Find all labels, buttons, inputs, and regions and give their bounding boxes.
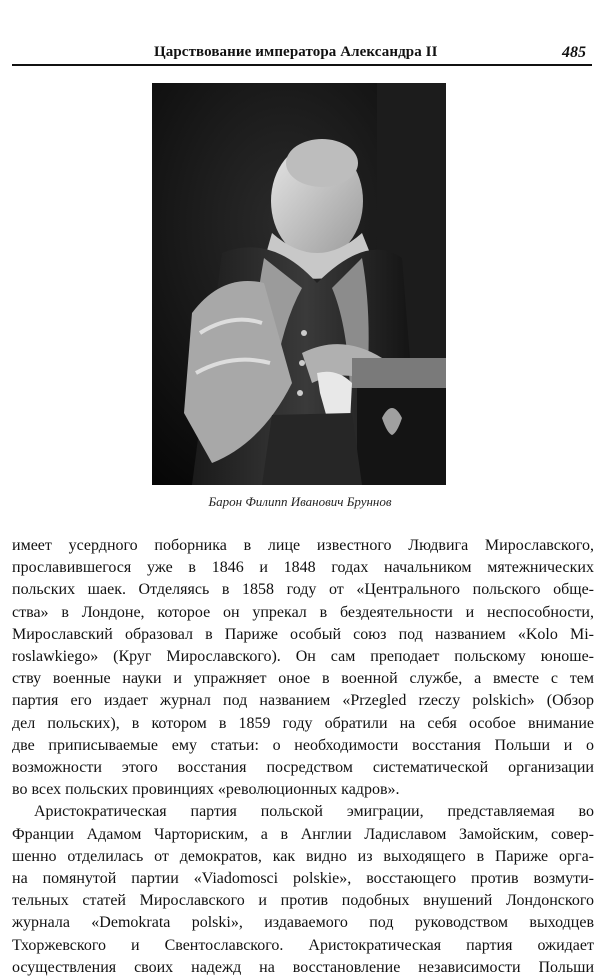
text-line: Мирославский образовал в Париже особый союз под названием «Kolo Mi- bbox=[12, 625, 594, 643]
figure-caption: Барон Филипп Иванович Бруннов bbox=[208, 494, 392, 509]
text-line: roslawkiego» (Круг Мирославского). Он сам преподает польскому юноше- bbox=[12, 648, 594, 666]
body-text bbox=[12, 535, 594, 979]
running-head-title: Царствование императора Александра II bbox=[154, 44, 438, 60]
text-line: ства» в Лондоне, которое он упрекал в бездеятельности и неспособности, bbox=[12, 603, 594, 621]
text-line: ству военные науки и упражняет оное в военной службе, а вместе с тем bbox=[12, 670, 594, 688]
text-line: тельных статей Мирославского и против подобных внушений Лондонского bbox=[12, 892, 594, 910]
text-line: польских шаек. Отделяясь в 1858 году от «Центрального польского обще- bbox=[12, 581, 594, 599]
text-line: прославившегося уже в 1846 и 1848 годах начальником мятежнических bbox=[12, 559, 594, 577]
text-line: осуществления своих надежд на восстановление независимости Польши bbox=[12, 958, 594, 976]
text-line: дел польских), в котором в 1859 году обратили на себя особое внимание bbox=[12, 714, 594, 732]
text-line: во всех польских провинциях «революционных кадров». bbox=[12, 781, 400, 799]
page-number: 485 bbox=[562, 44, 586, 61]
portrait-photo bbox=[152, 83, 446, 485]
text-line: журнала «Demokrata polski», издаваемого под руководством выходцев bbox=[12, 914, 594, 932]
text-line: имеет усердного поборника в лице известного Людвига Мирославского, bbox=[12, 537, 594, 554]
text-line: шенно отделилась от демократов, как видно из выходящего в Париже орга- bbox=[12, 847, 594, 865]
text-line: Франции Адамом Чарториским, а в Англии Ладиславом Замойским, совер- bbox=[12, 825, 594, 843]
text-line: на помянутой партии «Viadomosci polskie», восстающего против возмути- bbox=[12, 870, 594, 888]
running-header bbox=[12, 34, 592, 66]
text-line: Тхоржевского и Свентославского. Аристократическая партия ожидает bbox=[12, 936, 594, 954]
text-line: две приписываемые ему статьи: о необходимости восстания Польши и о bbox=[12, 736, 594, 754]
text-line: партия его издает журнал под названием «Przegled rzeczy polskich» (Обзор bbox=[12, 692, 594, 710]
portrait-illustration bbox=[152, 83, 446, 485]
text-line: возможности этого восстания посредством систематической организации bbox=[12, 759, 594, 777]
text-line: Аристократическая партия польской эмиграции, представляемая во bbox=[34, 803, 594, 821]
